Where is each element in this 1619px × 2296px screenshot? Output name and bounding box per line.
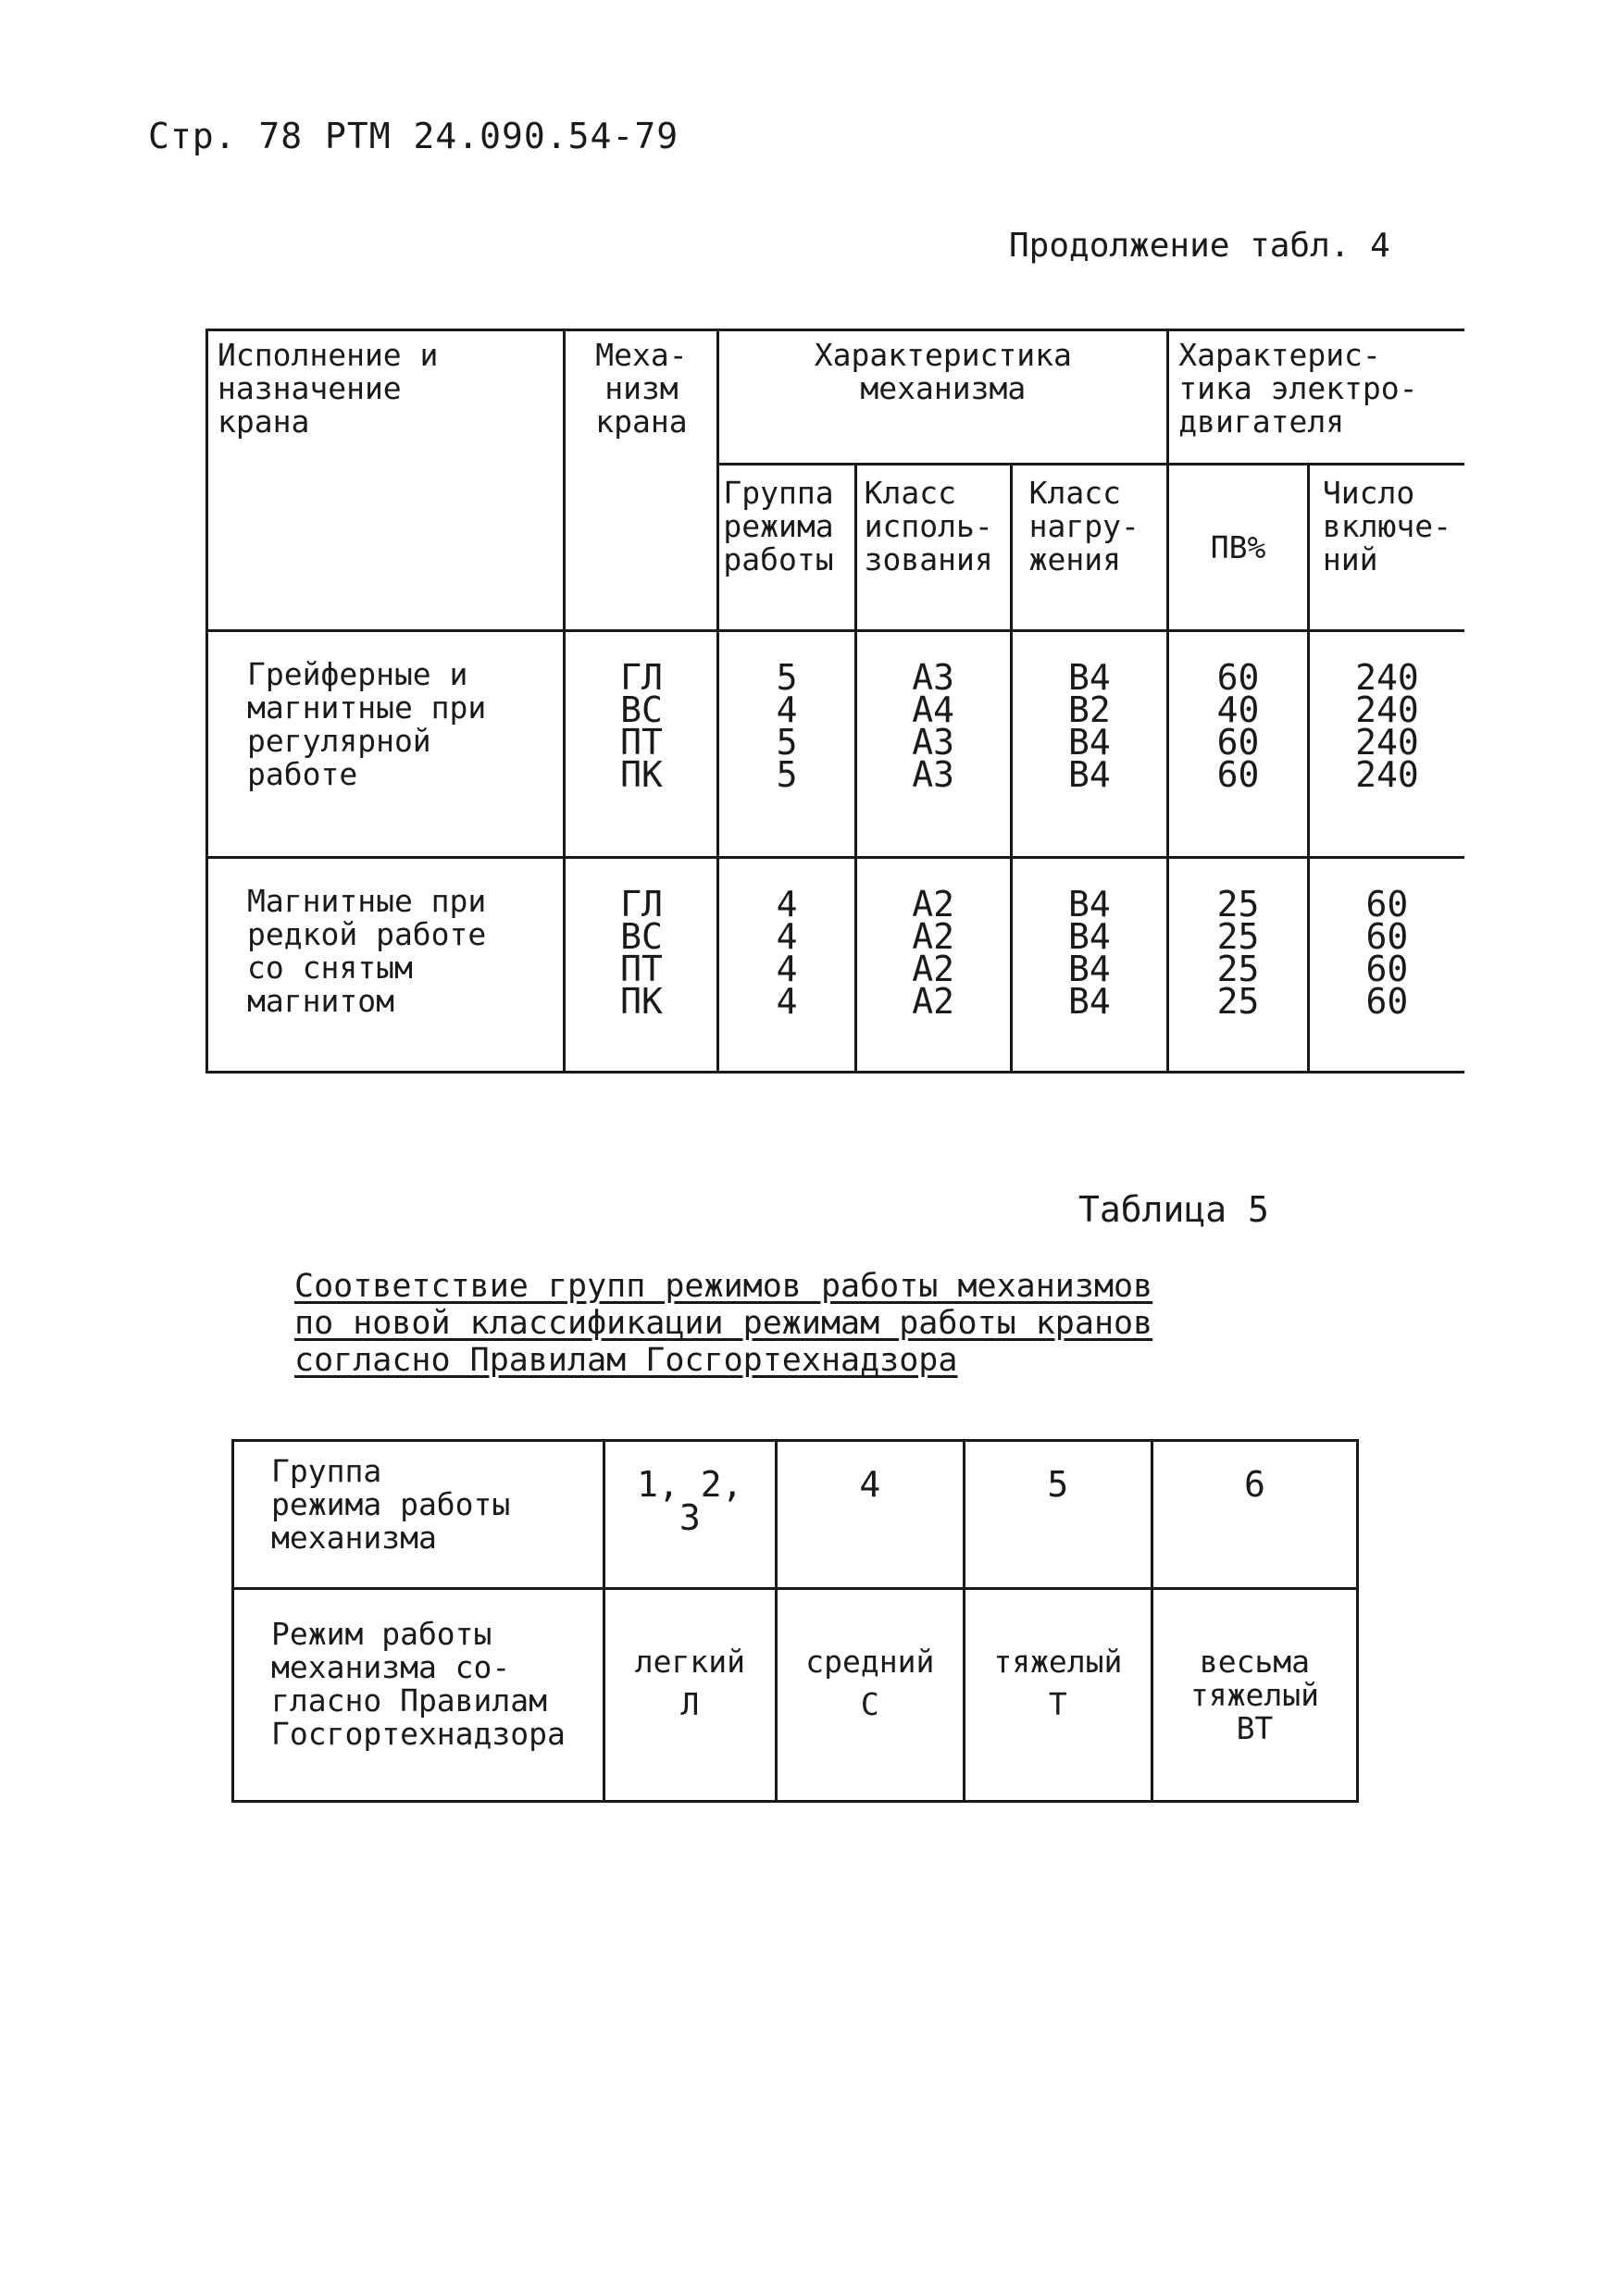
switching-count-cell: 60 60 60 60 [1308,858,1464,1073]
duty-group-cell: 4 4 4 4 [718,858,855,1073]
table-row [233,1589,1358,1802]
header-crane-type: Исполнение и назначение крана [207,330,565,631]
switching-count-cell: 240 240 240 240 [1308,631,1464,858]
load-class-cell: В4 В2 В4 В4 [1011,631,1168,858]
table-5 [231,1439,1359,1803]
pv-cell: 25 25 25 25 [1168,858,1309,1073]
duty-mode-header: Режим работы механизма со- гласно Правилам Госгортехнадзора [233,1589,604,1802]
header-switching-count: Число включе- ний [1308,465,1464,631]
group-value-cell: 6 [1152,1441,1357,1589]
table-5-label: Таблица 5 [1078,1189,1269,1230]
usage-class-cell: А2 А2 А2 А2 [855,858,1011,1073]
crane-type-cell: Грейферные и магнитные при регулярной работе [207,631,565,858]
crane-type-cell: Магнитные при редкой работе со снятым магнитом [207,858,565,1073]
header-pv-percent: ПВ% [1168,465,1309,631]
table-row [207,631,1465,858]
header-mechanism-characteristic: Характеристика механизма [718,330,1168,465]
mode-value-cell: весьма тяжелый ВТ [1152,1589,1357,1802]
mode-value-cell: тяжелый Т [964,1589,1152,1802]
table-4-continuation [205,329,1464,1074]
table-continuation-label: Продолжение табл. 4 [1009,227,1390,265]
usage-class-cell: А3 А4 А3 А3 [855,631,1011,858]
table-5-title: Соответствие групп режимов работы механизмов по новой классификации режимам работы кранов согласно Правилам Госгортехнадзора [294,1268,1153,1379]
header-motor-characteristic: Характерис- тика электро- двигателя [1168,330,1464,465]
header-duty-group: Группа режима работы [718,465,855,631]
group-value-cell: 5 [964,1441,1152,1589]
header-crane-mechanism: Меха- низм крана [565,330,718,631]
table-row [207,858,1465,1073]
header-usage-class: Класс исполь- зования [855,465,1011,631]
mechanism-cell: ГЛ ВС ПТ ПК [565,631,718,858]
duty-group-header: Группа режима работы механизма [233,1441,604,1589]
load-class-cell: В4 В4 В4 В4 [1011,858,1168,1073]
duty-group-cell: 5 4 5 5 [718,631,855,858]
mode-value-cell: легкий Л [604,1589,776,1802]
page-reference: Стр. 78 РТМ 24.090.54-79 [148,116,679,156]
mechanism-cell: ГЛ ВС ПТ ПК [565,858,718,1073]
header-load-class: Класс нагру- жения [1011,465,1168,631]
table-row [233,1441,1358,1589]
pv-cell: 60 40 60 60 [1168,631,1309,858]
group-value-cell: 4 [776,1441,964,1589]
mode-value-cell: средний С [776,1589,964,1802]
group-value-cell: 1, 2, 3 [604,1441,776,1589]
